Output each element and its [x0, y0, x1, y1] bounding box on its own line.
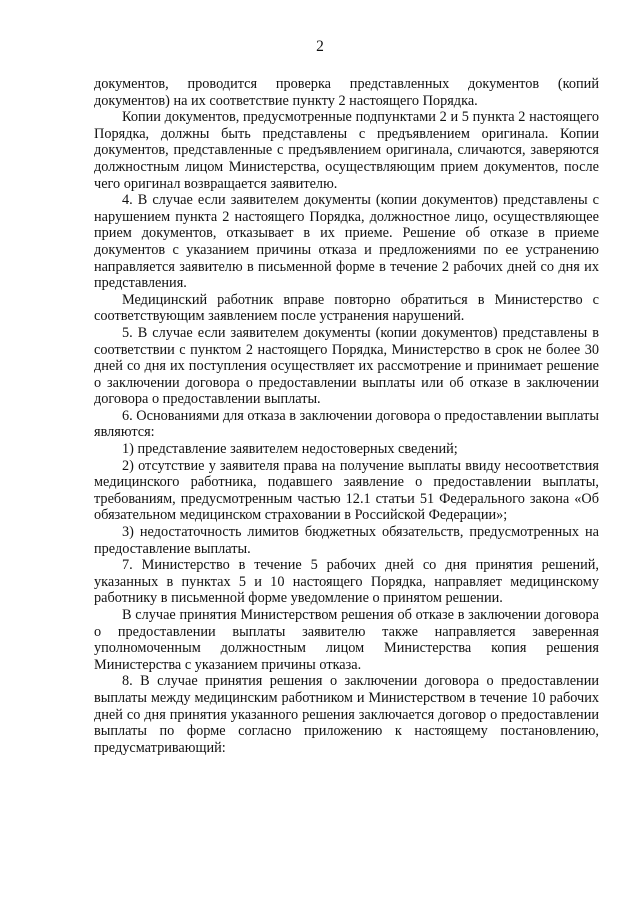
paragraph-repeat-application: Медицинский работник вправе повторно обратиться в Министерство с соответствующим заявлением после устранения нарушений.: [94, 291, 599, 325]
paragraph-item-4: 4. В случае если заявителем документы (копии документов) представлены с нарушением пункта 2 настоящего Порядка, должностное лицо, осуществляющее прием документов, отказывает в их приеме. Решение об отказе в приеме документов с указанием причины отказа и предложениями по ее устранению направляется заявителю в письменной форме в течение 2 рабочих дней со дня их представления.: [94, 192, 599, 292]
document-body: [94, 76, 599, 756]
paragraph-item-6: 6. Основаниями для отказа в заключении договора о предоставлении выплаты являются:: [94, 407, 599, 441]
paragraph-subitem-3: 3) недостаточность лимитов бюджетных обязательств, предусмотренных на предоставление выплаты.: [94, 524, 599, 557]
paragraph-subitem-1: 1) представление заявителем недостоверных сведений;: [122, 441, 458, 458]
paragraph-copies-of-documents: Копии документов, предусмотренные подпунктами 2 и 5 пункта 2 настоящего Порядка, должны быть представлены с предъявлением оригинала. Копии документов, представленные с предъявлением оригинала, сличаются, заверяются должностным лицом Министерства, осуществляющим прием документов, после чего оригинал возвращается заявителю.: [94, 109, 599, 192]
page-number: 2: [316, 38, 324, 55]
paragraph-subitem-2: 2) отсутствие у заявителя права на получение выплаты ввиду несоответствия медицинского работника, подавшего заявление о предоставлении выплаты, требованиям, предусмотренным частью 12.1 статьи 51 Федерального закона «Об обязательном медицинском страховании в Российской Федерации»;: [94, 457, 599, 524]
paragraph-refusal-copy: В случае принятия Министерством решения об отказе в заключении договора о предоставлении выплаты заявителю также направляется заверенная уполномоченным должностным лицом Министерства копия решения Министерства с указанием причины отказа.: [94, 607, 599, 673]
paragraph-continuation: документов, проводится проверка представленных документов (копий документов) на их соответствие пункту 2 настоящего Порядка.: [94, 76, 599, 109]
paragraph-item-7: 7. Министерство в течение 5 рабочих дней со дня принятия решений, указанных в пунктах 5 и 10 настоящего Порядка, направляет медицинскому работнику в письменной форме уведомление о принятом решении.: [94, 557, 599, 607]
paragraph-item-8: 8. В случае принятия решения о заключении договора о предоставлении выплаты между медицинским работником и Министерством в течение 10 рабочих дней со дня принятия указанного решения заключается договор о предоставлении выплаты по форме согласно приложению к настоящему постановлению, предусматривающий:: [94, 673, 599, 756]
paragraph-item-5: 5. В случае если заявителем документы (копии документов) представлены в соответствии с пунктом 2 настоящего Порядка, Министерство в срок не более 30 дней со дня их поступления осуществляет их рассмотрение и принимает решение о заключении договора о предоставлении выплаты или об отказе в заключении договора о предоставлении выплаты.: [94, 324, 599, 408]
